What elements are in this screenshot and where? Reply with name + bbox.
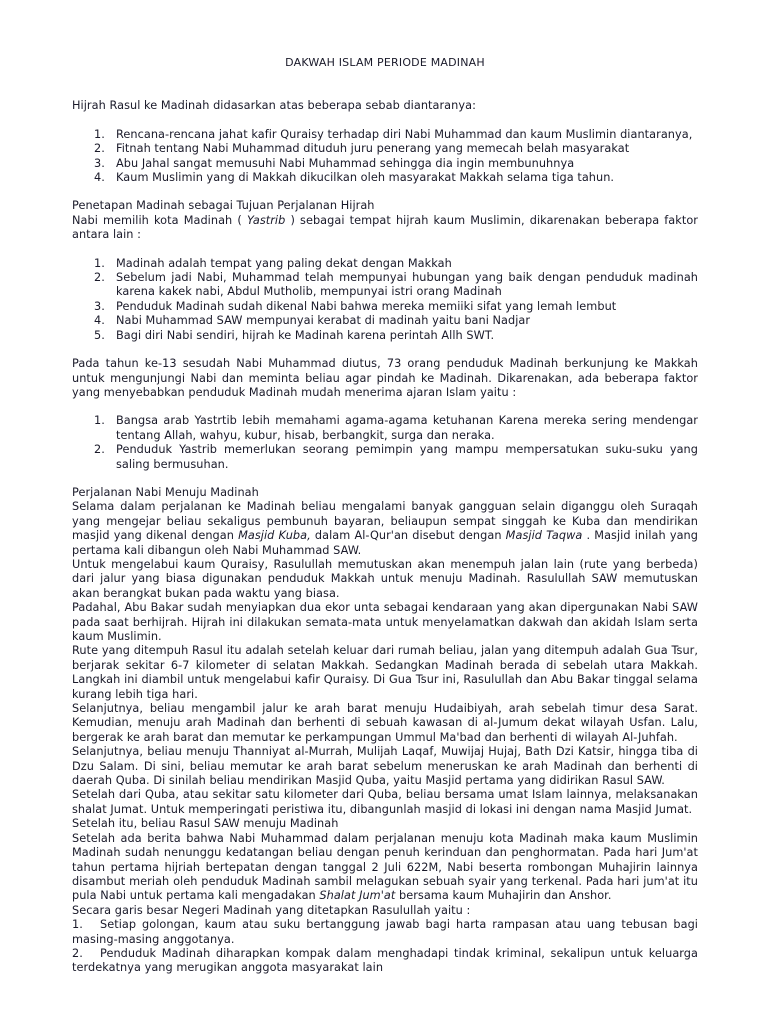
list-item: 2. Sebelum jadi Nabi, Muhammad telah mempunyai hubungan yang baik dengan penduduk madinah karena kakek nabi, Abdul Mutholib, mempunyai istri orang Madinah: [94, 271, 698, 299]
list-item: 1. Rencana-rencana jahat kafir Quraisy terhadap diri Nabi Muhammad dan kaum Muslimin diantaranya,: [94, 127, 693, 141]
penetapan-paragraph: Nabi memilih kota Madinah ( Yastrib ) sebagai tempat hijrah kaum Muslimin, dikarenakan beberapa faktor antara lain :: [72, 213, 698, 242]
paragraph: Secara garis besar Negeri Madinah yang ditetapkan Rasulullah yaitu :: [72, 903, 471, 917]
list-item: 4. Kaum Muslimin yang di Makkah dikucilkan oleh masyarakat Makkah selama tiga tahun.: [94, 171, 615, 185]
list-item: 3. Penduduk Madinah sudah dikenal Nabi bahwa mereka memiiki sifat yang lemah lembut: [94, 299, 617, 313]
ketetapan-list: [72, 918, 698, 976]
paragraph: Selanjutnya, beliau mengambil jalur ke arah barat menuju Hudaibiyah, arah sebelah timur desa Sarat. Kemudian, menuju arah Madinah dan berhenti di sebuah kawasan di al-Jumum dekat wilayah Usfan. Lalu, bergerak ke arah barat dan memutar ke perkampungan Ummul Ma'bad dan berhenti di wilayah Al-Juhfah.: [72, 702, 698, 744]
faktor-list: [72, 257, 698, 343]
list-item: 3. Abu Jahal sangat memusuhi Nabi Muhammad sehingga dia ingin membunuhnya: [94, 156, 575, 170]
list-item: 1. Bangsa arab Yastrtib lebih memahami agama-agama ketuhanan Karena mereka sering mendengar tentang Allah, wahyu, kubur, hisab, berbangkit, surga dan neraka.: [94, 414, 698, 442]
paragraph: Selanjutnya, beliau menuju Thanniyat al-Murrah, Mulijah Laqaf, Muwijaj Hujaj, Bath Dzi Katsir, hingga tiba di Dzu Salam. Di sini, beliau memutar ke arah barat sebelum meneruskan ke arah Madinah dan berhenti di daerah Quba. Di sinilah beliau mendirikan Masjid Quba, yaitu Masjid pertama yang didirikan Rasul SAW.: [72, 745, 698, 788]
list-item: 2. Penduduk Madinah diharapkan kompak dalam menghadapi tindak kriminal, sekalipun untuk keluarga terdekatnya yang merugikan anggota masyarakat lain: [72, 946, 698, 975]
paragraph: Setelah dari Quba, atau sekitar satu kilometer dari Quba, beliau bersama umat Islam lainnya, melaksanakan shalat Jumat. Untuk memperingati peristiwa itu, dibangunlah masjid di lokasi ini dengan nama Masjid Jumat.: [72, 788, 698, 816]
paragraph: Setelah ada berita bahwa Nabi Muhammad dalam perjalanan menuju kota Madinah maka kaum Muslimin Madinah sudah nenunggu kedatangan beliau dengan penuh kerinduan dan penghormatan. Pada hari Jum'at tahun pertama hijriah bertepatan dengan tanggal 2 Juli 622M, Nabi beserta rombongan Muhajirin lainnya disambut meriah oleh penduduk Madinah sambil melagukan sebuah syair yang terkenal. Pada hari jum'at itu pula Nabi untuk pertama kali mengadakan Shalat Jum'at bersama kaum Muhajirin dan Anshor.: [72, 831, 698, 903]
list-item: 2. Fitnah tentang Nabi Muhammad dituduh juru penerang yang memecah belah masyarakat: [94, 142, 630, 156]
document-title: DAKWAH ISLAM PERIODE MADINAH: [285, 56, 485, 69]
faktor-ajaran-list: [72, 414, 698, 472]
section-heading: Perjalanan Nabi Menuju Madinah: [72, 485, 259, 499]
list-item: 1. Setiap golongan, kaum atau suku bertanggung jawab bagi harta rampasan atau uang tebusan bagi masing-masing anggotanya.: [72, 918, 698, 946]
intro-paragraph: Hijrah Rasul ke Madinah didasarkan atas beberapa sebab diantaranya:: [72, 99, 476, 113]
paragraph: Padahal, Abu Bakar sudah menyiapkan dua ekor unta sebagai kendaraan yang akan dipergunakan Nabi SAW pada saat berhijrah. Hijrah ini dilakukan semata-mata untuk menyelamatkan dakwah dan akidah Islam serta kaum Muslimin.: [72, 601, 698, 643]
paragraph: Rute yang ditempuh Rasul itu adalah setelah keluar dari rumah beliau, jalan yang ditempuh adalah Gua Tsur, berjarak sekitar 6-7 kilometer di selatan Makkah. Sedangkan Madinah berada di sebelah utara Makkah. Langkah ini diambil untuk mengelabui kafir Quraisy. Di Gua Tsur ini, Rasulullah dan Abu Bakar tinggal selama kurang lebih tiga hari.: [72, 644, 698, 701]
list-item: 1. Madinah adalah tempat yang paling dekat dengan Makkah: [94, 256, 452, 270]
list-item: 4. Nabi Muhammad SAW mempunyai kerabat di madinah yaitu bani Nadjar: [94, 314, 531, 328]
paragraph: Untuk mengelabui kaum Quraisy, Rasulullah memutuskan akan menempuh jalan lain (rute yang berbeda) dari jalur yang biasa digunakan penduduk Makkah untuk menuju Madinah. Rasulullah SAW memutuskan akan berangkat bukan pada waktu yang biasa.: [72, 557, 698, 600]
sebab-list: [72, 128, 698, 186]
list-item: 2. Penduduk Yastrib memerlukan seorang pemimpin yang mampu mempersatukan suku-suku yang saling bermusuhan.: [94, 443, 698, 471]
tahun13-paragraph: Pada tahun ke-13 sesudah Nabi Muhammad diutus, 73 orang penduduk Madinah berkunjung ke Makkah untuk mengunjungi Nabi dan meminta beliau agar pindah ke Madinah. Dikarenakan, ada beberapa faktor yang menyebabkan penduduk Madinah mudah menerima ajaran Islam yaitu :: [72, 357, 698, 399]
paragraph: Setelah itu, beliau Rasul SAW menuju Madinah: [72, 817, 339, 831]
section-heading: Penetapan Madinah sebagai Tujuan Perjalanan Hijrah: [72, 199, 375, 213]
paragraph: Selama dalam perjalanan ke Madinah beliau mengalami banyak gangguan selain diganggu oleh Suraqah yang mengejar beliau sekaligus pembunuh bayaran, beliaupun sempat singgah ke Kuba dan mendirikan masjid yang dikenal dengan Masjid Kuba, dalam Al-Qur'an disebut dengan Masjid Taqwa . Masjid inilah yang pertama kali dibangun oleh Nabi Muhammad SAW.: [72, 500, 698, 557]
list-item: 5. Bagi diri Nabi sendiri, hijrah ke Madinah karena perintah Allh SWT.: [94, 328, 495, 342]
